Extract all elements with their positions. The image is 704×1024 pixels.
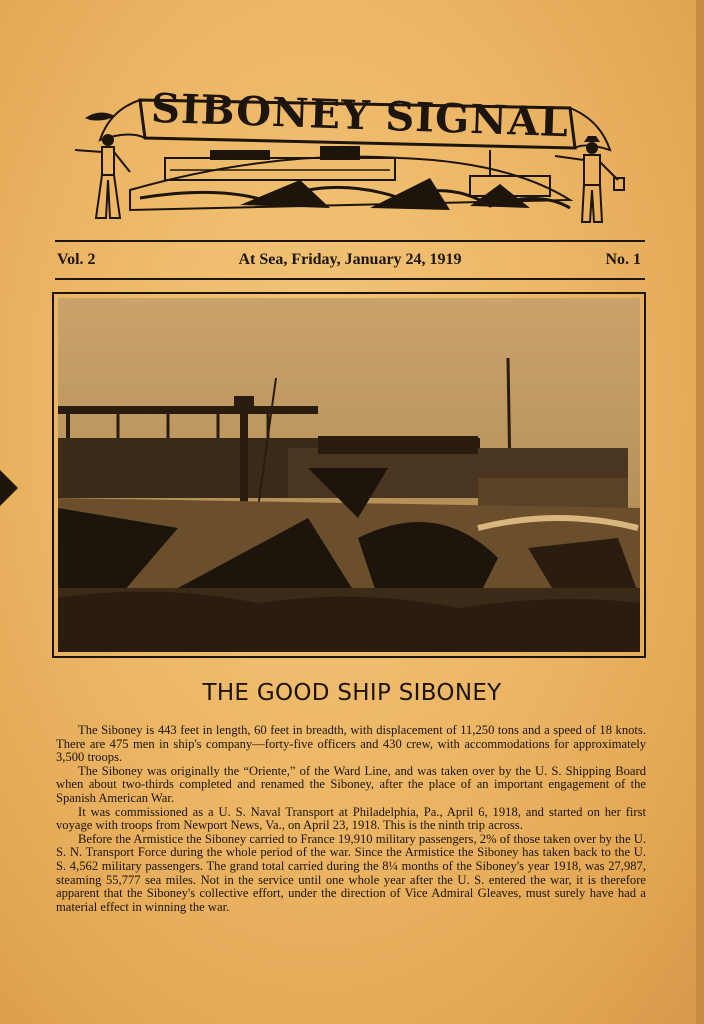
masthead-title: SIBONEY SIGNAL bbox=[150, 84, 570, 147]
ship-photograph bbox=[52, 292, 646, 658]
dateline-volume: Vol. 2 bbox=[57, 251, 96, 268]
page-edge bbox=[696, 0, 704, 1024]
article-paragraph-2: The Siboney was originally the “Oriente,” of the Ward Line, and was taken over by the U. S. Shipping Board when about two-thirds completed and renamed the Siboney, after the place of an important engagement of the Spanish American War. bbox=[56, 763, 646, 805]
article-paragraph-4: Before the Armistice the Siboney carried to France 19,910 military passengers, 2% of those taken over by the U. S. N. Transport Force during the whole period of the war. Since the Armistice the Siboney has taken back to the U. S. 4,562 military passengers. The grand total carried during the 8¼ months of the Siboney's year 1918, was 27,987, steaming 55,777 sea miles. Not in the service until one whole year after the U. S. entered the war, it is therefore apparent that the Siboney's collective effort, under the direction of Vice Admiral Gleaves, must surely have had a material effect in winning the war. bbox=[56, 831, 646, 914]
ship-photo-image bbox=[58, 298, 640, 652]
article-headline: THE GOOD SHIP SIBONEY bbox=[202, 680, 502, 706]
dateline-number: No. 1 bbox=[605, 251, 641, 268]
masthead bbox=[70, 80, 630, 230]
article-paragraph-3: It was commissioned as a U. S. Naval Transport at Philadelphia, Pa., April 6, 1918, and started on her first voyage with troops from Newport News, Va., on April 23, 1918. This is the ninth trip across. bbox=[56, 804, 646, 833]
article-paragraph-1: The Siboney is 443 feet in length, 60 feet in breadth, with displacement of 11,250 tons and a speed of 18 knots. There are 475 men in ship's company—forty-five officers and 430 crew, with accommodations for approximately 3,500 troops. bbox=[56, 723, 646, 765]
page-tab-marker bbox=[0, 470, 18, 506]
dateline-bar bbox=[55, 240, 645, 280]
dateline-location-date: At Sea, Friday, January 24, 1919 bbox=[238, 251, 462, 268]
article-body bbox=[56, 724, 646, 914]
